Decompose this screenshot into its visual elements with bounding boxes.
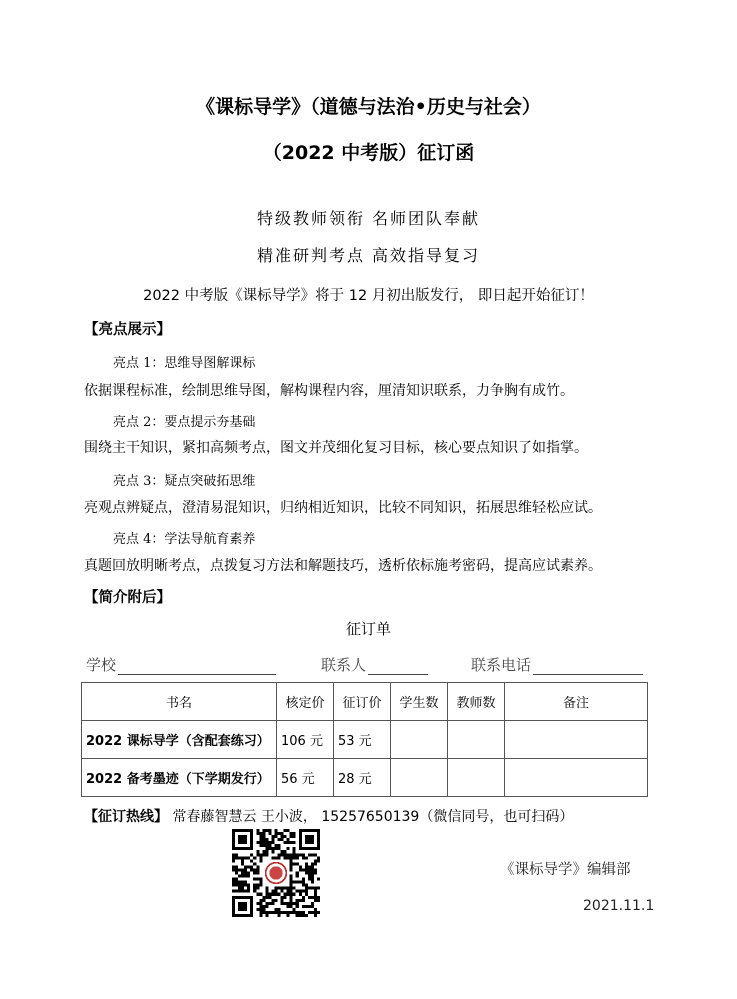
hotline-label: 【征订热线】 (84, 809, 168, 825)
book-name-cell: 2022 备考墨迹（下学期发行） (82, 759, 277, 797)
list-price-cell: 106 元 (277, 721, 334, 759)
school-field[interactable] (86, 654, 276, 675)
school-label: 学校 (86, 656, 117, 674)
qr-code-icon (232, 829, 320, 917)
header-student-count: 学生数 (391, 683, 448, 721)
list-price-cell: 56 元 (277, 759, 334, 797)
order-form-title: 征订单 (345, 620, 391, 638)
highlight-title: 亮点 4：学法导航育素养 (113, 532, 256, 547)
contact-label: 联系人 (321, 656, 367, 674)
notes-cell[interactable] (505, 759, 648, 797)
slogan-line: 精准研判考点 高效指导复习 (256, 246, 481, 265)
highlight-title: 亮点 2：要点提示夯基础 (113, 415, 256, 430)
hotline-text: 常春藤智慧云 王小波， 15257650139（微信同号，也可扫码） (168, 809, 574, 825)
phone-field[interactable] (471, 654, 643, 675)
header-teacher-count: 教师数 (448, 683, 505, 721)
header-notes: 备注 (505, 683, 648, 721)
student-count-cell[interactable] (391, 759, 448, 797)
highlights-heading: 【亮点展示】 (84, 322, 171, 338)
header-book-name: 书名 (82, 683, 277, 721)
header-list-price: 核定价 (277, 683, 334, 721)
intro-text: 2022 中考版《课标导学》将于 12 月初出版发行， 即日起开始征订！ (143, 288, 594, 304)
highlight-desc: 真题回放明晰考点，点拨复习方法和解题技巧，透析依标施考密码，提高应试素养。 (84, 558, 602, 574)
highlight-desc: 亮观点辨疑点，澄清易混知识，归纳相近知识，比较不同知识，拓展思维轻松应试。 (84, 500, 602, 516)
student-count-cell[interactable] (391, 721, 448, 759)
teacher-count-cell[interactable] (448, 759, 505, 797)
contact-blank[interactable] (368, 660, 428, 675)
highlight-desc: 依据课程标准，绘制思维导图，解构课程内容，厘清知识联系，力争胸有成竹。 (84, 383, 574, 399)
order-price-cell: 53 元 (334, 721, 391, 759)
editor-signature: 《课标导学》编辑部 (500, 862, 631, 878)
school-blank[interactable] (118, 660, 276, 675)
table-header-row (82, 683, 648, 721)
slogan-line: 特级教师领衔 名师团队奉献 (256, 209, 481, 228)
page-subtitle: （2022 中考版）征订函 (262, 142, 475, 164)
phone-blank[interactable] (533, 660, 643, 675)
date: 2021.11.1 (583, 898, 655, 914)
order-price-cell: 28 元 (334, 759, 391, 797)
page-title: 《课标导学》（道德与法治•历史与社会） (196, 96, 541, 118)
intro-heading: 【简介附后】 (84, 590, 171, 606)
table-row (82, 721, 648, 759)
highlight-desc: 围绕主干知识，紧扣高频考点，图文并茂细化复习目标，核心要点知识了如指掌。 (84, 440, 588, 456)
highlight-title: 亮点 1：思维导图解课标 (113, 356, 256, 371)
contact-field[interactable] (321, 654, 428, 675)
order-table (81, 682, 648, 797)
highlight-title: 亮点 3：疑点突破拓思维 (113, 474, 256, 489)
phone-label: 联系电话 (471, 656, 532, 674)
teacher-count-cell[interactable] (448, 721, 505, 759)
book-name-cell: 2022 课标导学（含配套练习） (82, 721, 277, 759)
table-row (82, 759, 648, 797)
header-order-price: 征订价 (334, 683, 391, 721)
notes-cell[interactable] (505, 721, 648, 759)
hotline (84, 806, 573, 826)
